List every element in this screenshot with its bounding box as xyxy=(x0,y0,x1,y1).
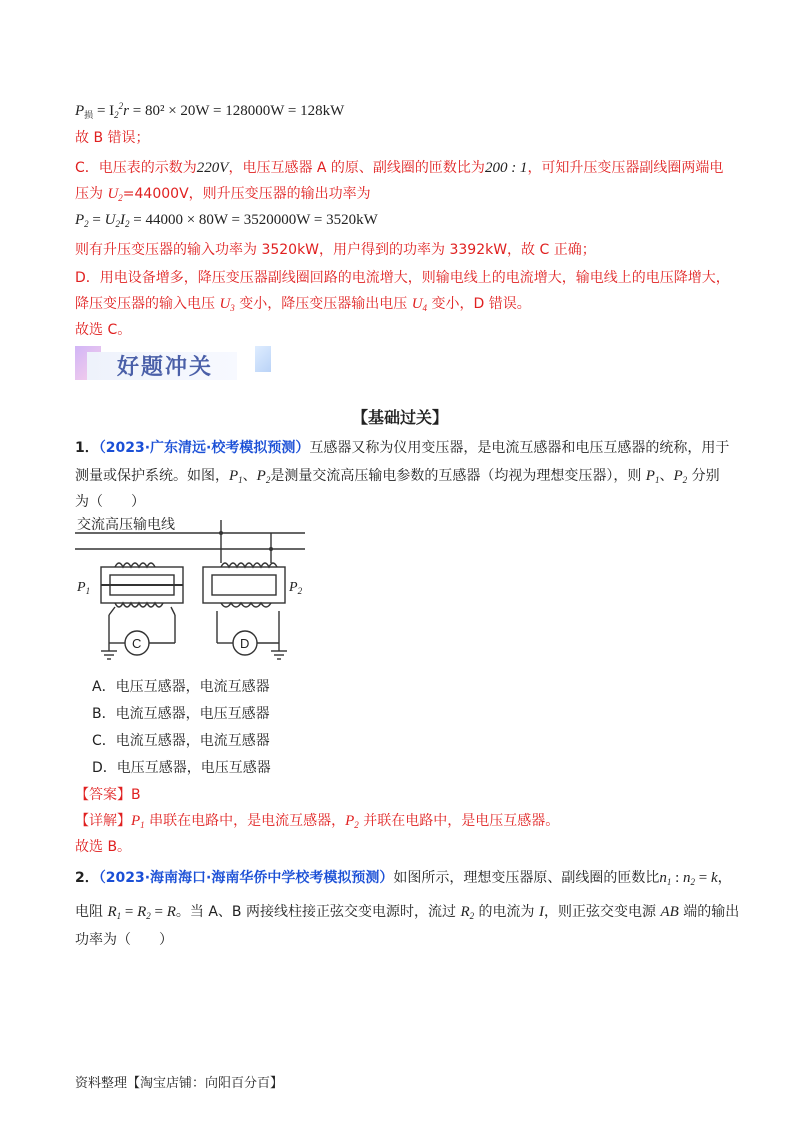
q1-choose: 故选 B。 xyxy=(75,839,132,855)
meter-d: D xyxy=(240,636,250,651)
text-option-c-1: C．电压表的示数为220V，电压互感器 A 的原、副线圈的匝数比为200 : 1，可知升压变压器副线圈两端电 xyxy=(75,160,724,176)
q2-line-2: 电阻 $R_1 = R_2 = R$。当 A、B 两接线柱接正弦交变电源时，流过 $R_2$ 的电流为 I，则正弦交变电源 AB 端的输出 xyxy=(75,904,740,921)
q2-line-3: 功率为（ ） xyxy=(75,932,173,948)
q1-line-3: 为（ ） xyxy=(75,494,145,510)
transformer-circuit-diagram xyxy=(75,515,305,670)
text-option-d-1: D．用电设备增多，降压变压器副线圈回路的电流增大，则输电线上的电流增大，输电线上的电压降增大， xyxy=(75,270,730,286)
equation-power-loss: $P_损 = I_2^2r = 80^2 \times 20W = 128000W = 128kW$ xyxy=(75,101,345,120)
q1-option-d[interactable]: D．电压互感器，电压互感器 xyxy=(92,760,271,776)
diagram-title: 交流高压输电线 xyxy=(77,517,175,533)
text-option-c-2: 压为 $U_2=44000V$，则升压变压器的输出功率为 xyxy=(75,186,371,203)
section-title: 【基础过关】 xyxy=(351,408,448,427)
q1-option-b[interactable]: B．电流互感器，电压互感器 xyxy=(92,706,270,722)
q1-detail: 【详解】$P_1$ 串联在电路中，是电流互感器，$P_2$ 并联在电路中，是电压互感器。 xyxy=(75,813,560,830)
q1-answer: 【答案】B xyxy=(75,787,141,803)
text-b-wrong: 故 B 错误； xyxy=(75,130,150,146)
equation-output-power: $P_2 = U_2I_2 = 44000 \times 80W = 3520000W = 3520kW$ xyxy=(75,212,378,229)
banner-title: 好题冲关 xyxy=(117,355,214,380)
text-choose-c: 故选 C。 xyxy=(75,322,132,338)
q1-option-a[interactable]: A．电压互感器，电流互感器 xyxy=(92,679,270,695)
label-p2: $P_2$ xyxy=(289,580,303,596)
meter-c: C xyxy=(132,636,142,651)
text-option-d-2: 降压变压器的输入电压 $U_3$ 变小，降压变压器输出电压 $U_4$ 变小，D 错误。 xyxy=(75,296,531,313)
q1-line-2: 测量或保护系统。如图，$P_1$、$P_2$是测量交流高压输电参数的互感器（均视为理想变压器），则 $P_1$、$P_2$ 分别 xyxy=(75,468,720,485)
q1-line-1: 1．（2023·广东清远·校考模拟预测）互感器又称为仪用变压器，是电流互感器和电压互感器的统称，用于 xyxy=(75,440,730,456)
label-p1: $P_1$ xyxy=(77,580,91,596)
section-banner xyxy=(75,342,275,386)
text-option-c-3: 则有升压变压器的输入功率为 3520kW，用户得到的功率为 3392kW，故 C 正确； xyxy=(75,242,596,258)
q2-line-1: 2．（2023·海南海口·海南华侨中学校考模拟预测）如图所示，理想变压器原、副线圈的匝数比$n_1$ : $n_2 = k$， xyxy=(75,870,732,887)
footer-source: 资料整理【淘宝店铺：向阳百分百】 xyxy=(75,1076,284,1091)
q1-option-c[interactable]: C．电流互感器，电流互感器 xyxy=(92,733,270,749)
